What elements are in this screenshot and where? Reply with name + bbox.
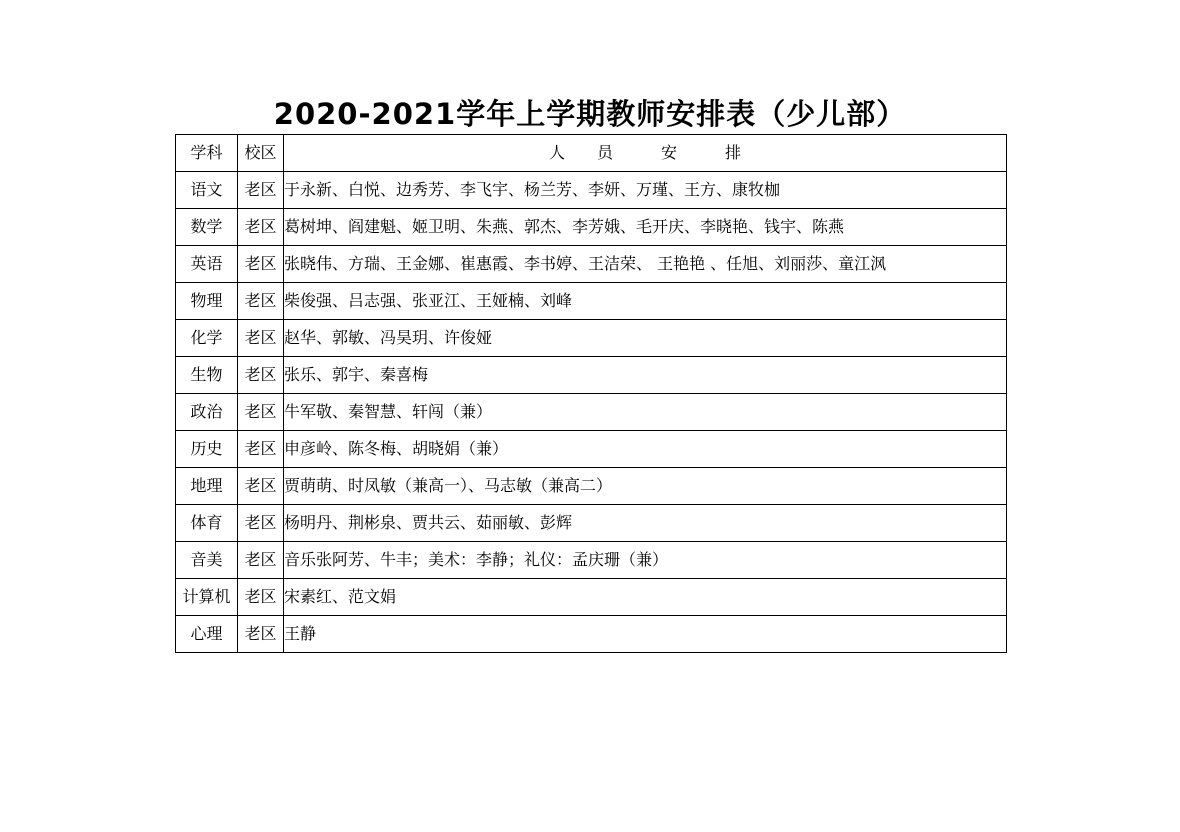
- staff-cell: 张晓伟、方瑞、王金娜、崔惠霞、李书婷、王洁荣、 王艳艳 、任旭、刘丽莎、童江沨: [284, 246, 1007, 283]
- table-row: [176, 542, 1007, 579]
- subject-cell: 音美: [176, 542, 238, 579]
- subject-cell: 物理: [176, 283, 238, 320]
- campus-cell: 老区: [238, 542, 284, 579]
- staff-cell: 音乐张阿芳、牛丰；美术：李静；礼仪：孟庆珊（兼）: [284, 542, 1007, 579]
- staff-cell: 杨明丹、荆彬泉、贾共云、茹丽敏、彭辉: [284, 505, 1007, 542]
- table-row: [176, 283, 1007, 320]
- subject-cell: 数学: [176, 209, 238, 246]
- table-row: [176, 320, 1007, 357]
- header-staff: 人 员 安 排: [284, 135, 1007, 172]
- campus-cell: 老区: [238, 505, 284, 542]
- campus-cell: 老区: [238, 209, 284, 246]
- table-row: [176, 616, 1007, 653]
- campus-cell: 老区: [238, 394, 284, 431]
- subject-cell: 化学: [176, 320, 238, 357]
- campus-cell: 老区: [238, 357, 284, 394]
- subject-cell: 心理: [176, 616, 238, 653]
- subject-cell: 生物: [176, 357, 238, 394]
- staff-cell: 王静: [284, 616, 1007, 653]
- campus-cell: 老区: [238, 320, 284, 357]
- campus-cell: 老区: [238, 431, 284, 468]
- table-row: [176, 468, 1007, 505]
- subject-cell: 地理: [176, 468, 238, 505]
- header-campus: 校区: [238, 135, 284, 172]
- subject-cell: 政治: [176, 394, 238, 431]
- staff-cell: 柴俊强、吕志强、张亚江、王娅楠、刘峰: [284, 283, 1007, 320]
- header-subject: 学科: [176, 135, 238, 172]
- page-title: 2020-2021学年上学期教师安排表（少儿部）: [273, 97, 907, 131]
- table-row: [176, 357, 1007, 394]
- teacher-schedule-table: [175, 134, 1007, 653]
- staff-cell: 申彦岭、陈冬梅、胡晓娟（兼）: [284, 431, 1007, 468]
- campus-cell: 老区: [238, 579, 284, 616]
- campus-cell: 老区: [238, 172, 284, 209]
- staff-cell: 于永新、白悦、边秀芳、李飞宇、杨兰芳、李妍、万瑾、王方、康牧枷: [284, 172, 1007, 209]
- subject-cell: 体育: [176, 505, 238, 542]
- staff-cell: 贾萌萌、时凤敏（兼高一）、马志敏（兼高二）: [284, 468, 1007, 505]
- campus-cell: 老区: [238, 616, 284, 653]
- staff-cell: 张乐、郭宇、秦喜梅: [284, 357, 1007, 394]
- table-header-row: [176, 135, 1007, 172]
- campus-cell: 老区: [238, 283, 284, 320]
- staff-cell: 牛军敬、秦智慧、轩闯（兼）: [284, 394, 1007, 431]
- table-row: [176, 431, 1007, 468]
- subject-cell: 语文: [176, 172, 238, 209]
- campus-cell: 老区: [238, 246, 284, 283]
- table-row: [176, 209, 1007, 246]
- subject-cell: 历史: [176, 431, 238, 468]
- table-row: [176, 579, 1007, 616]
- subject-cell: 英语: [176, 246, 238, 283]
- table-row: [176, 505, 1007, 542]
- subject-cell: 计算机: [176, 579, 238, 616]
- staff-cell: 葛树坤、阎建魁、姬卫明、朱燕、郭杰、李芳娥、毛开庆、李晓艳、钱宇、陈燕: [284, 209, 1007, 246]
- staff-cell: 赵华、郭敏、冯昊玥、许俊娅: [284, 320, 1007, 357]
- table-row: [176, 172, 1007, 209]
- table-row: [176, 246, 1007, 283]
- staff-cell: 宋素红、范文娟: [284, 579, 1007, 616]
- table-row: [176, 394, 1007, 431]
- campus-cell: 老区: [238, 468, 284, 505]
